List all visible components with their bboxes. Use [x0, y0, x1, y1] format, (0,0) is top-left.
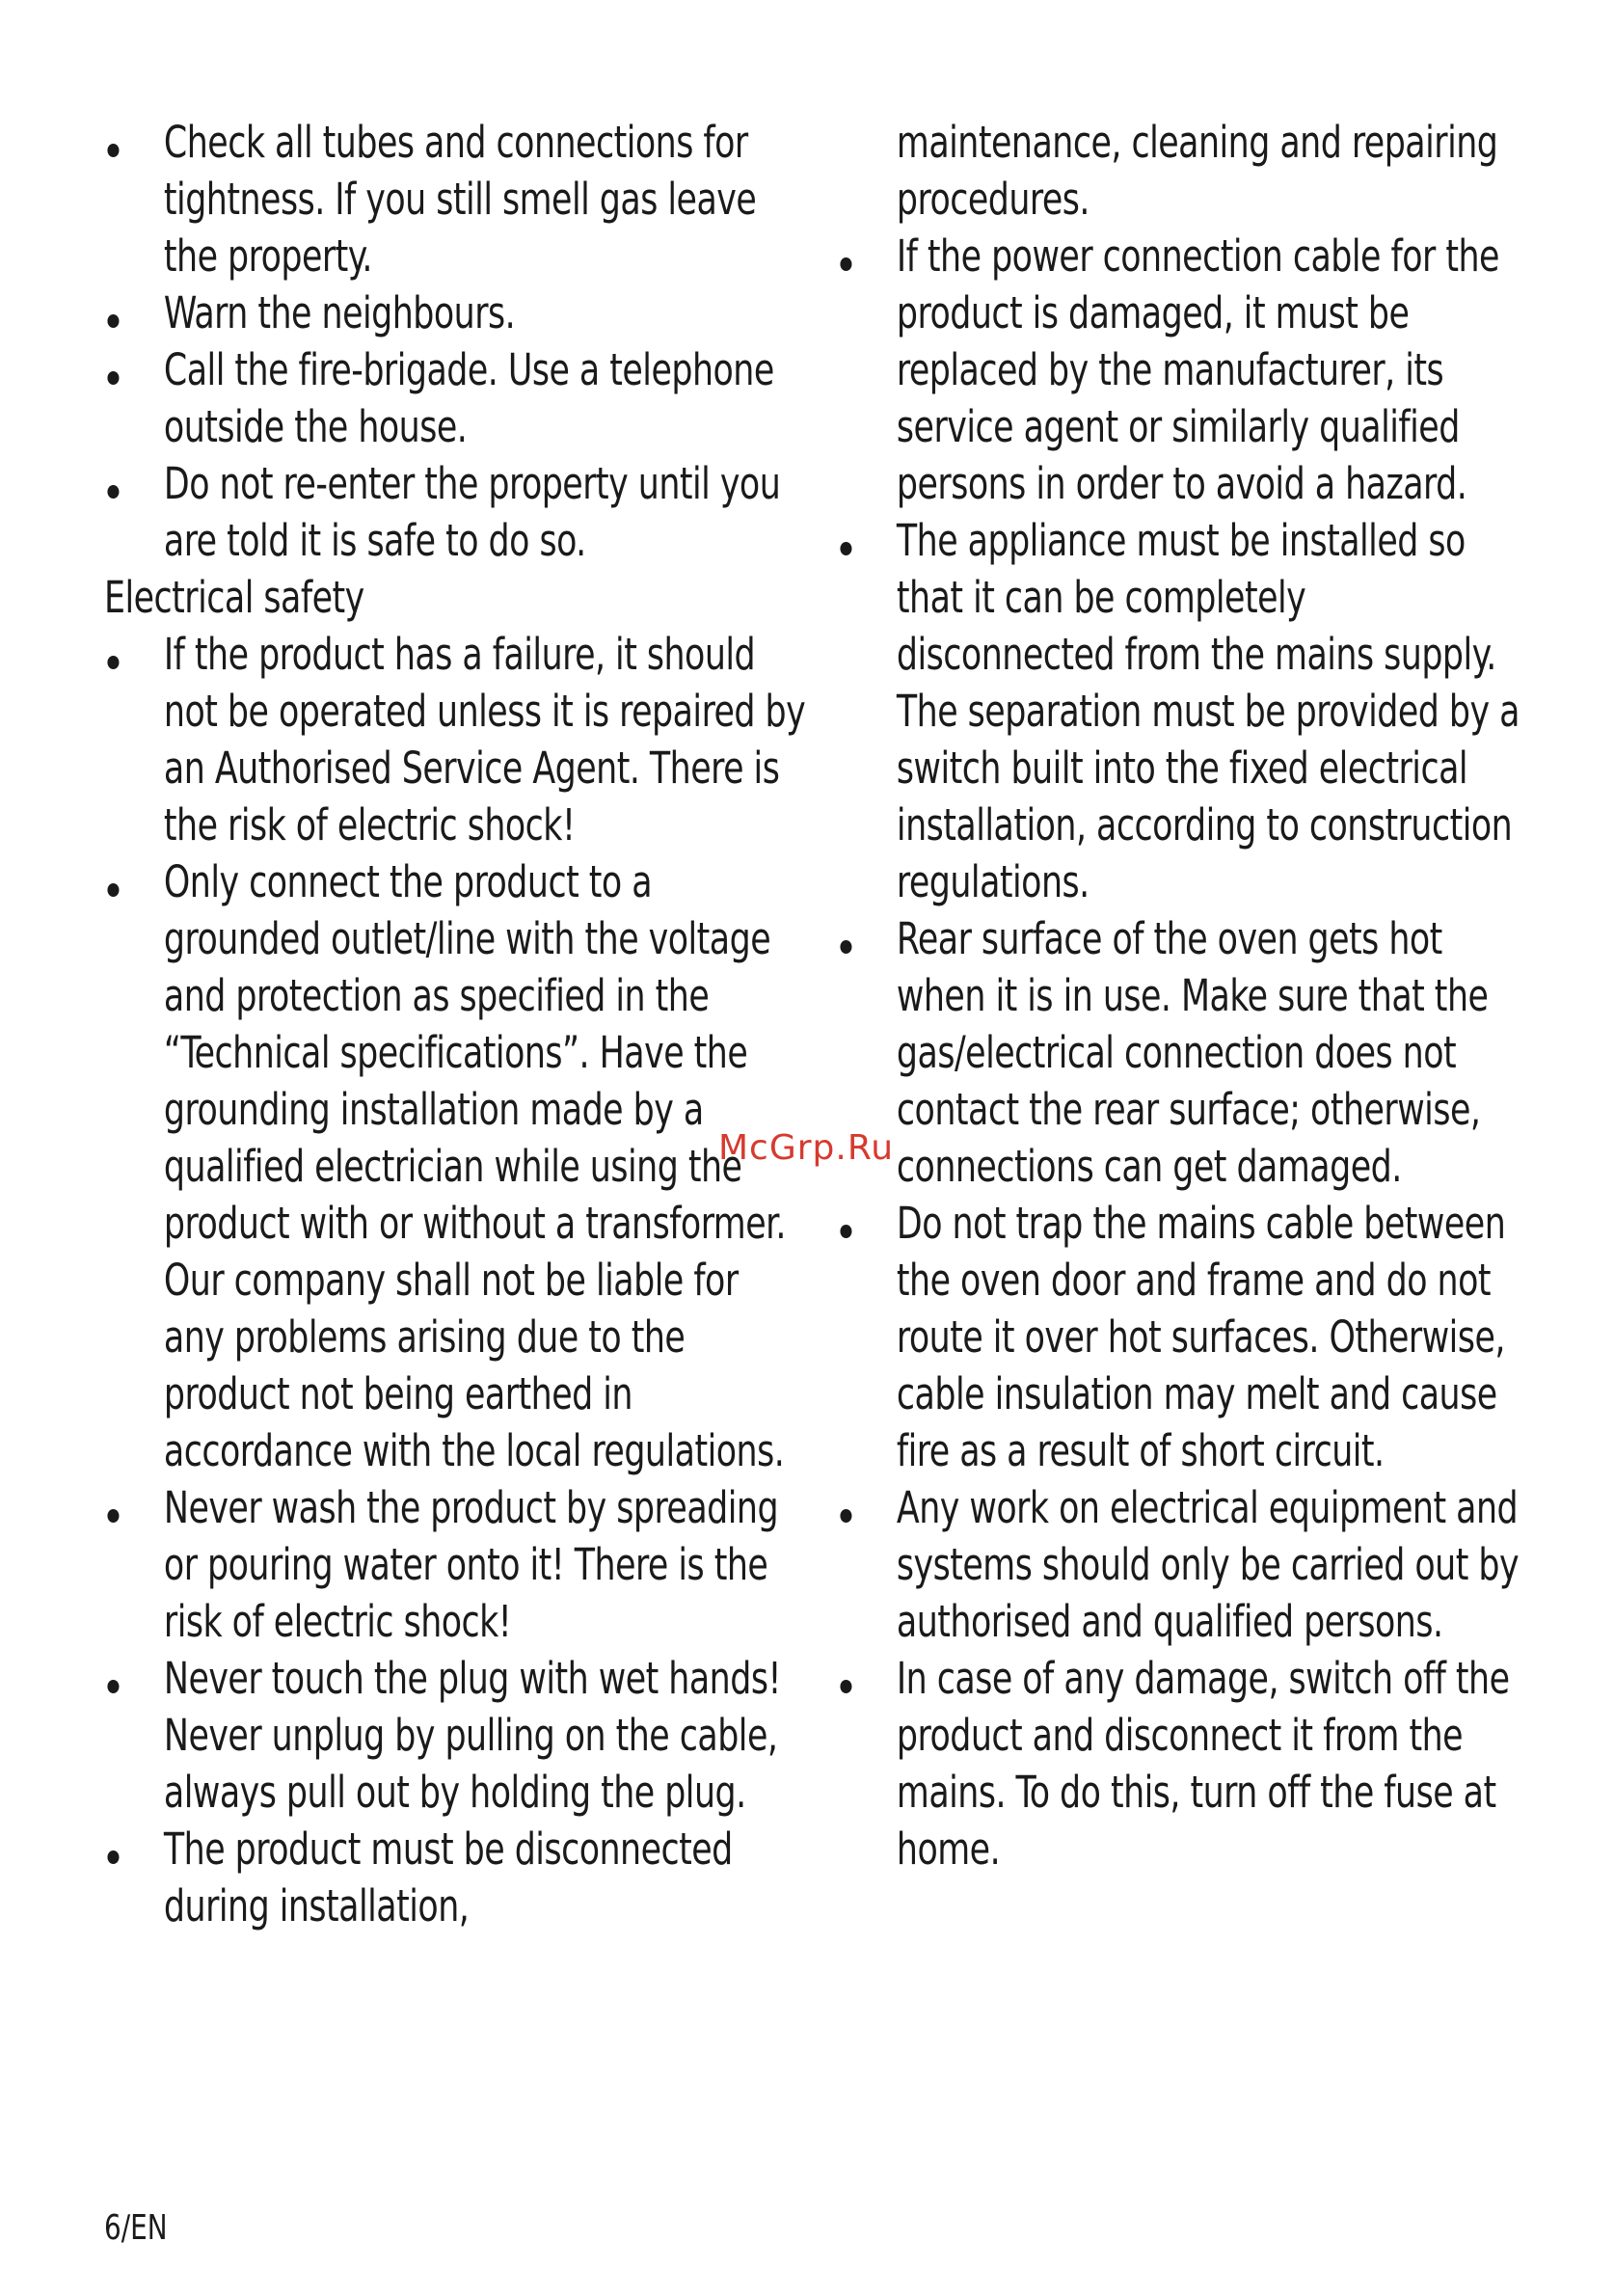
- left-column-text: [104, 114, 806, 1934]
- bullet-icon: [107, 284, 119, 341]
- list-item: Check all tubes and connections for tightness. If you still smell gas leave the property.: [104, 114, 806, 284]
- list-item: The appliance must be installed so that it can be completely disconnected from the mains supply. The separation must be provided by a switch built into the fixed electrical installation, according to construction regulations.: [837, 512, 1529, 910]
- bullet-icon: [107, 114, 119, 171]
- list-item: The product must be disconnected during installation,: [104, 1821, 806, 1934]
- list-item: If the power connection cable for the product is damaged, it must be replaced by the manufacturer, its service agent or similarly qualified persons in order to avoid a hazard.: [837, 228, 1529, 512]
- bullet-icon: [107, 1479, 119, 1536]
- bullet-icon: [107, 1650, 119, 1707]
- bullet-icon: [107, 455, 119, 512]
- bullet-icon: [840, 1195, 851, 1252]
- watermark: McGrp.Ru: [718, 1128, 895, 1168]
- bullet-icon: [840, 228, 851, 284]
- bullet-icon: [840, 1650, 851, 1707]
- electrical-safety-list-continued: [837, 228, 1529, 1877]
- bullet-icon: [107, 853, 119, 910]
- gas-safety-list: [104, 114, 806, 569]
- bullet-icon: [107, 1821, 119, 1877]
- bullet-icon: [840, 1479, 851, 1536]
- list-item: Only connect the product to a grounded outlet/line with the voltage and protection as specified in the “Technical specifications”. Have the grounding installation made by a qualified electrician while using the product with or without a transformer. Our company shall not be liable for any problems arising due to the product not being earthed in accordance with the local regulations.: [104, 853, 806, 1479]
- page-number: 6/EN: [104, 2208, 168, 2248]
- list-item: Do not trap the mains cable between the oven door and frame and do not route it over hot surfaces. Otherwise, cable insulation may melt and cause fire as a result of short circuit.: [837, 1195, 1529, 1479]
- continued-text: maintenance, cleaning and repairing procedures.: [896, 117, 1498, 225]
- list-item: In case of any damage, switch off the product and disconnect it from the mains. To do this, turn off the fuse at home.: [837, 1650, 1529, 1877]
- list-item: Do not re-enter the property until you are told it is safe to do so.: [104, 455, 806, 569]
- bullet-icon: [107, 341, 119, 398]
- list-item: If the product has a failure, it should not be operated unless it is repaired by an Authorised Service Agent. There is the risk of electric shock!: [104, 626, 806, 853]
- left-column: [104, 114, 808, 1934]
- section-heading-electrical-safety: Electrical safety: [104, 572, 364, 623]
- list-item: Warn the neighbours.: [104, 284, 806, 341]
- electrical-safety-list: [104, 626, 806, 1934]
- bullet-icon: [107, 626, 119, 683]
- list-item: Never wash the product by spreading or pouring water onto it! There is the risk of electric shock!: [104, 1479, 806, 1650]
- right-column: [837, 114, 1531, 1877]
- right-column-text: [837, 114, 1529, 1877]
- bullet-icon: [840, 512, 851, 569]
- list-item: Call the fire-brigade. Use a telephone outside the house.: [104, 341, 806, 455]
- list-item: Any work on electrical equipment and systems should only be carried out by authorised and qualified persons.: [837, 1479, 1529, 1650]
- list-item: Never touch the plug with wet hands! Never unplug by pulling on the cable, always pull out by holding the plug.: [104, 1650, 806, 1821]
- list-item: Rear surface of the oven gets hot when it is in use. Make sure that the gas/electrical connection does not contact the rear surface; otherwise, connections can get damaged.: [837, 910, 1529, 1195]
- bullet-icon: [840, 910, 851, 967]
